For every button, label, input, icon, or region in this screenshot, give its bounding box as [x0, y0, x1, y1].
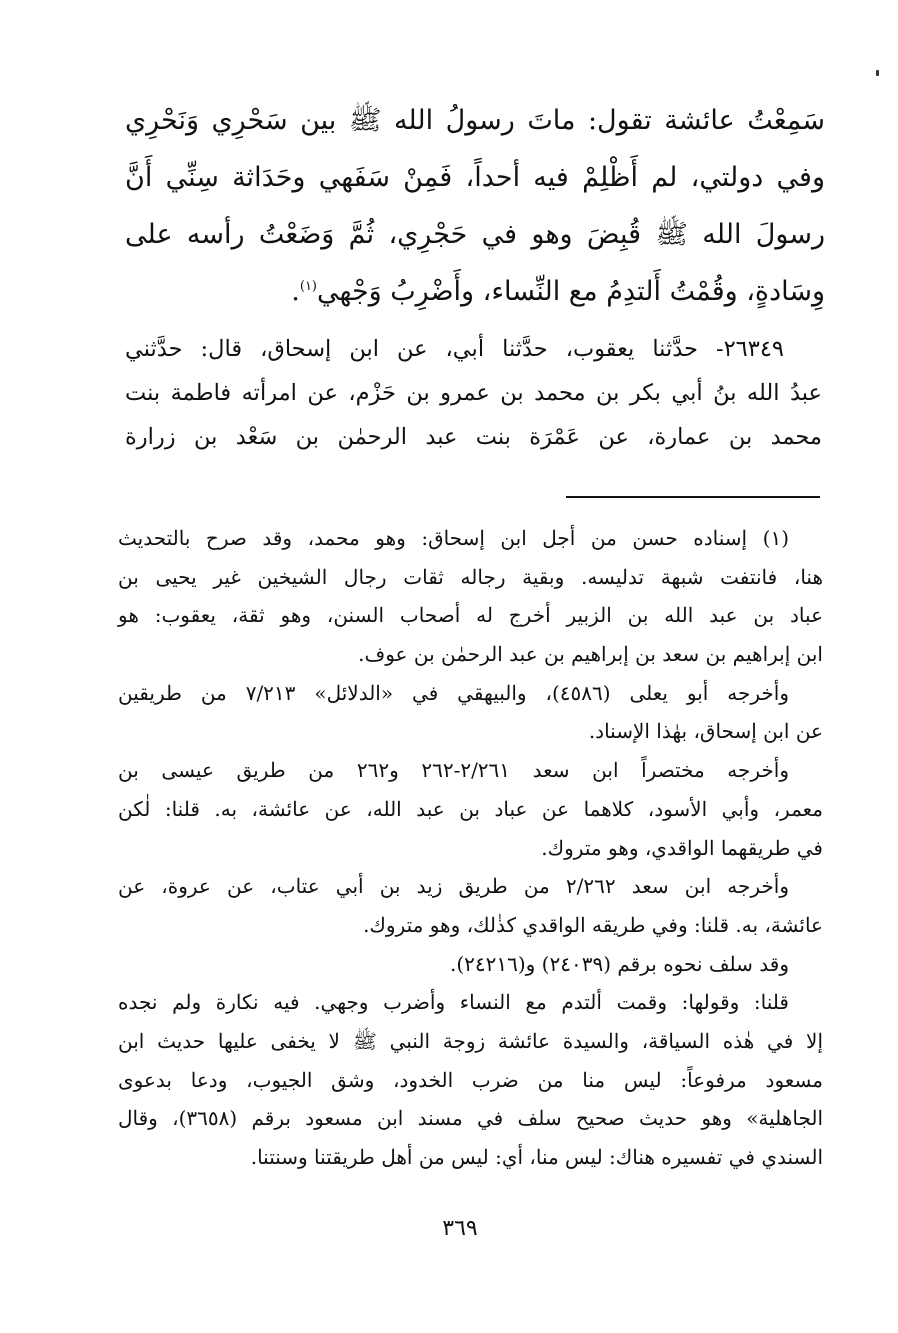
sentence-end: .: [291, 276, 300, 307]
footnote-marker: (١): [299, 279, 317, 294]
main-text-line: وِسَادةٍ، وقُمْتُ أَلتدِمُ مع النِّساء، وأَضْرِبُ وَجْهي: [317, 276, 825, 307]
footnote-line: في طريقهما الواقدي، وهو متروك.: [541, 835, 823, 860]
main-text-block: [125, 92, 825, 320]
footnote-line: هنا، فانتفت شبهة تدليسه. وبقية رجاله ثقات رجال الشيخين غير يحيى بن: [118, 564, 823, 589]
footnote-line: ابن إبراهيم بن سعد بن إبراهيم بن عبد الرحمٰن بن عوف.: [358, 642, 823, 667]
footnote-line: قلنا: وقولها: وقمت ألتدم مع النساء وأضرب وجهي. فيه نكارة ولم نجده: [118, 990, 789, 1015]
footnote-line: (١) إسناده حسن من أجل ابن إسحاق: وهو محمد، وقد صرح بالتحديث: [118, 526, 789, 550]
hadith-line: محمد بن عمارة، عن عَمْرَة بنت عبد الرحمٰن بن سَعْد بن زرارة: [125, 424, 822, 450]
main-text-line: سَمِعْتُ عائشة تقول: ماتَ رسولُ الله ﷺ بين سَحْرِي وَنَحْرِي: [125, 105, 825, 136]
margin-mark: [876, 70, 879, 76]
footnote-line: معمر، وأبي الأسود، كلاهما عن عباد بن عبد الله، عن عائشة، به. قلنا: لٰكن: [118, 796, 823, 821]
hadith-line: عبدُ الله بنُ أبي بكر بن محمد بن عمرو بن حَزْم، عن امرأته فاطمة بنت: [125, 380, 822, 406]
footnote-line: الجاهلية» وهو حديث صحيح سلف في مسند ابن مسعود برقم (٣٦٥٨)، وقال: [118, 1106, 824, 1131]
footnote-line: وأخرجه مختصراً ابن سعد ٢/٢٦١-٢٦٢ و٢٦٢ من طريق عيسى بن: [118, 758, 790, 783]
footnote-line: وأخرجه أبو يعلى (٤٥٨٦)، والبيهقي في «الدلائل» ٧/٢١٣ من طريقين: [118, 680, 789, 705]
footnote-divider: [566, 496, 820, 498]
footnote-line: وقد سلف نحوه برقم (٢٤٠٣٩) و(٢٤٢١٦).: [449, 951, 789, 976]
footnote-line: إلا في هٰذه السياقة، والسيدة عائشة زوجة النبي ﷺ لا يخفى عليها حديث ابن: [118, 1028, 823, 1053]
footnotes-block: [118, 519, 823, 1177]
main-text-line: رسولَ الله ﷺ قُبِضَ وهو في حَجْرِي، ثُمَّ وَضَعْتُ رأسه على: [125, 219, 825, 250]
hadith-block: [125, 327, 822, 459]
footnote-line: السندي في تفسيره هناك: ليس منا، أي: ليس من أهل طريقتنا وسنتنا.: [250, 1145, 823, 1169]
footnote-line: وأخرجه ابن سعد ٢/٢٦٢ من طريق زيد بن أبي عتاب، عن عروة، عن: [118, 874, 789, 899]
main-text-line-last: [125, 263, 825, 320]
hadith-line: ٢٦٣٤٩- حدَّثنا يعقوب، حدَّثنا أبي، عن ابن إسحاق، قال: حدَّثني: [125, 336, 784, 362]
footnote-line: عن ابن إسحاق، بهٰذا الإسناد.: [588, 719, 823, 744]
footnote-line: عائشة، به. قلنا: وفي طريقه الواقدي كذٰلك، وهو متروك.: [363, 912, 823, 937]
footnote-line: عباد بن عبد الله بن الزبير أخرج له أصحاب السنن، وهو ثقة، يعقوب: هو: [118, 603, 823, 628]
page-number: ٣٦٩: [442, 1216, 478, 1241]
footnote-line: مسعود مرفوعاً: ليس منا من ضرب الخدود، وشق الجيوب، ودعا بدعوى: [118, 1067, 823, 1092]
main-text-line: وفي دولتي، لم أَظْلِمْ فيه أحداً، فَمِنْ سَفَهي وحَدَاثة سِنِّي أَنَّ: [125, 162, 825, 193]
